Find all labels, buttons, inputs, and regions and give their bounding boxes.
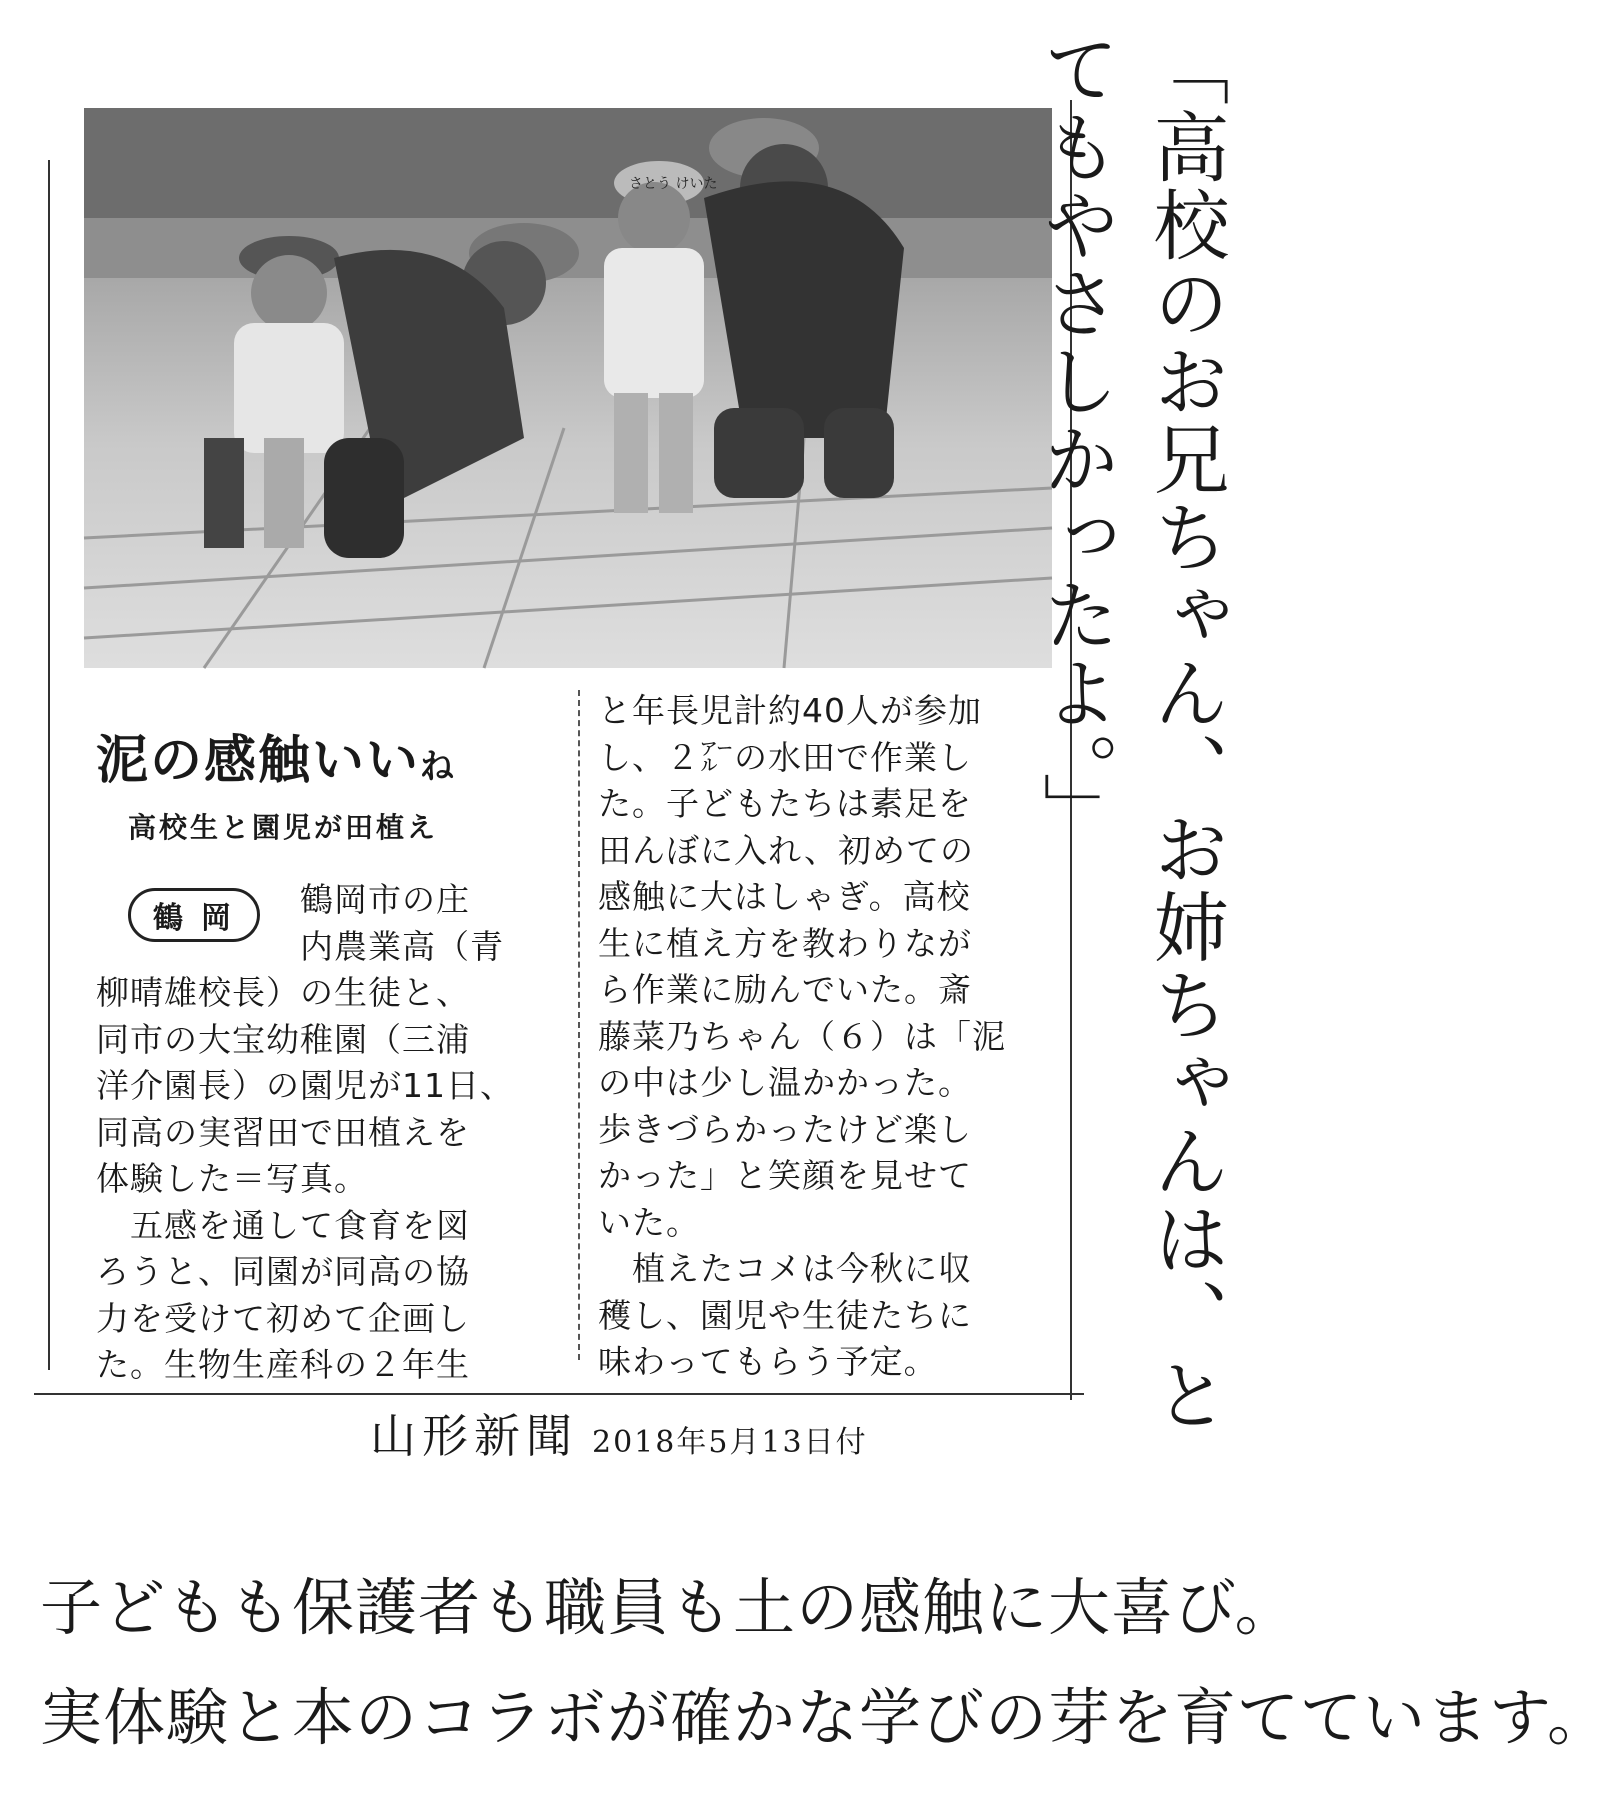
publication-date: 2018年5月13日付 [592, 1425, 868, 1460]
text-line: 体験した＝写真。 [96, 1159, 368, 1198]
handwritten-comment-line-2: 実体験と本のコラボが確かな学びの芽を育てています。 [40, 1681, 1610, 1754]
text-line: ろうと、同園が同高の協 [96, 1252, 470, 1291]
subheadline: 高校生と園児が田植え [128, 811, 439, 844]
text-line: ら作業に励んでいた。斎 [598, 970, 972, 1009]
article-column-1-top [300, 877, 504, 970]
handwritten-comment-line-1: 子どもも保護者も職員も土の感触に大喜び。 [40, 1571, 1298, 1644]
text-line: た。生物生産科の２年生 [96, 1345, 470, 1384]
text-line: 歩きづらかったけど楽し [598, 1109, 972, 1149]
text-line: 植えたコメは今秋に収 [598, 1249, 972, 1288]
text-line: 田んぼに入れ、初めての [598, 830, 974, 870]
text-line: 感触に大はしゃぎ。高校 [598, 877, 971, 916]
handwritten-vertical-quote: 「高校のお兄ちゃん、お姉ちゃんは、とてもやさしかったよ。」 [1031, 30, 1230, 1434]
clipping-border-left [48, 160, 50, 1370]
headline-tail: ね [420, 747, 457, 787]
clipping-border-bottom [34, 1393, 1084, 1395]
article-column-1 [96, 970, 514, 1389]
newspaper-name: 山形新聞 [370, 1409, 578, 1463]
rice-planting-photo [84, 108, 1052, 668]
newspaper-source [370, 1400, 868, 1466]
text-line: 同市の大宝幼稚園（三浦 [96, 1019, 470, 1059]
headline-main: 泥の感触いい [96, 730, 421, 791]
dateline-badge: 鶴岡 [128, 888, 260, 942]
text-line: と年長児計約40人が参加 [598, 691, 982, 730]
text-line: し、２㌃の水田で作業し [598, 737, 972, 777]
photo-illustration [84, 108, 1052, 668]
text-line: いた。 [598, 1202, 700, 1242]
text-line: 同高の実習田で田植えを [96, 1112, 470, 1152]
text-line: 洋介園長）の園児が11日、 [96, 1066, 514, 1105]
text-line: た。子どもたちは素足を [598, 784, 972, 823]
text-line: かった」と笑顔を見せて [598, 1156, 972, 1195]
text-line: の中は少し温かかった。 [598, 1063, 972, 1102]
text-line: 内農業高（青 [300, 926, 504, 966]
text-line: 力を受けて初めて企画し [96, 1298, 470, 1338]
text-line: 穫し、園児や生徒たちに [598, 1295, 972, 1335]
text-line: 柳晴雄校長）の生徒と、 [96, 973, 470, 1012]
cap-name-label: さとう けいた [629, 176, 718, 192]
text-line: 味わってもらう予定。 [598, 1342, 938, 1381]
article-column-2 [598, 688, 1006, 1386]
text-line: 生に植え方を教わりなが [598, 923, 972, 963]
text-line: 鶴岡市の庄 [300, 880, 470, 919]
text-line: 藤菜乃ちゃん（６）は「泥 [598, 1016, 1006, 1056]
headline [96, 718, 556, 793]
text-line: 五感を通して食育を図 [96, 1205, 470, 1245]
column-divider [578, 690, 580, 1360]
